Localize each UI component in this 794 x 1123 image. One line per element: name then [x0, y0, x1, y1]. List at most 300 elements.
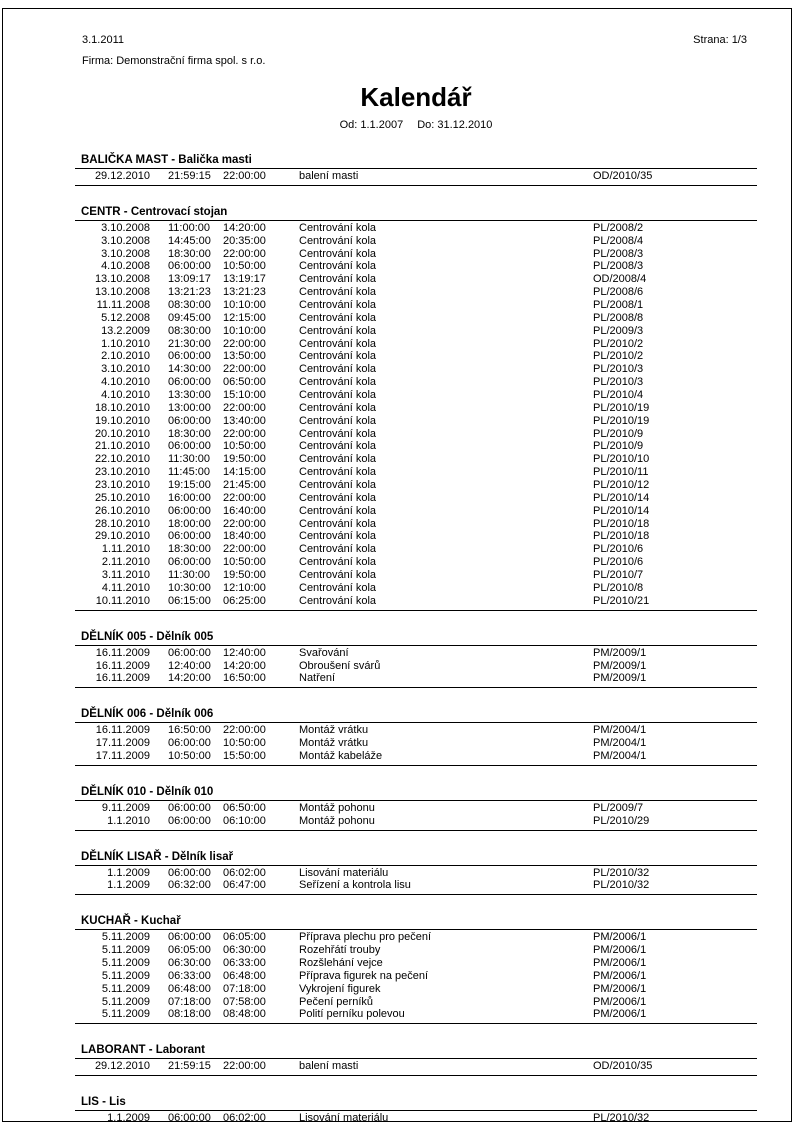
cell-description: Obroušení svárů: [299, 659, 381, 672]
cell-document: PL/2008/8: [593, 311, 644, 324]
range-from: Od: 1.1.2007: [339, 119, 404, 131]
cell-end-time: 10:50:00: [223, 556, 266, 569]
cell-date: 1.11.2010: [101, 543, 150, 556]
cell-end-time: 06:10:00: [223, 814, 266, 827]
cell-document: OD/2008/4: [593, 273, 647, 286]
calendar-row: [75, 983, 757, 996]
calendar-row: [75, 672, 757, 685]
cell-description: Centrování kola: [299, 234, 377, 247]
calendar-row: [75, 931, 757, 944]
cell-document: PM/2006/1: [593, 995, 647, 1008]
cell-date: 2.10.2010: [101, 350, 150, 363]
cell-end-time: 06:30:00: [223, 944, 266, 957]
section-rows: [75, 866, 757, 896]
cell-description: Centrování kola: [299, 491, 377, 504]
cell-description: Rozšlehání vejce: [299, 956, 383, 969]
cell-start-time: 06:00:00: [168, 504, 211, 517]
calendar-row: [75, 415, 757, 428]
cell-document: PL/2010/19: [593, 414, 650, 427]
cell-description: Montáž pohonu: [299, 801, 375, 814]
cell-end-time: 22:00:00: [223, 170, 266, 182]
cell-description: Centrování kola: [299, 299, 377, 312]
section-header: CENTR - Centrovací stojan: [75, 206, 757, 221]
cell-document: PM/2006/1: [593, 1008, 647, 1021]
cell-end-time: 13:40:00: [223, 414, 266, 427]
cell-end-time: 06:48:00: [223, 969, 266, 982]
cell-date: 13.10.2008: [94, 286, 150, 299]
cell-end-time: 12:40:00: [223, 646, 266, 659]
cell-description: Montáž vrátku: [299, 724, 369, 737]
date-range: [75, 119, 757, 132]
print-date: 3.1.2011: [82, 34, 125, 46]
cell-start-time: 06:33:00: [168, 969, 211, 982]
cell-start-time: 19:15:00: [168, 479, 211, 492]
cell-document: OD/2010/35: [593, 1060, 653, 1073]
cell-start-time: 06:00:00: [168, 814, 211, 827]
calendar-row: [75, 325, 757, 338]
calendar-row: [75, 996, 757, 1009]
cell-date: 5.11.2009: [101, 956, 150, 969]
calendar-section: [75, 206, 757, 611]
cell-description: Vykrojení figurek: [299, 982, 381, 995]
cell-end-time: 22:00:00: [223, 517, 266, 530]
cell-date: 23.10.2010: [94, 466, 150, 479]
cell-start-time: 06:00:00: [168, 260, 211, 273]
cell-start-time: 08:18:00: [168, 1008, 211, 1021]
cell-description: Centrování kola: [299, 569, 377, 582]
calendar-row: [75, 402, 757, 415]
cell-document: PL/2010/11: [593, 466, 649, 479]
cell-start-time: 06:00:00: [168, 556, 211, 569]
cell-document: PL/2008/3: [593, 247, 644, 260]
calendar-section: [75, 154, 757, 186]
cell-document: PL/2010/3: [593, 376, 644, 389]
cell-date: 3.10.2008: [101, 221, 150, 234]
cell-description: Svařování: [299, 646, 349, 659]
cell-end-time: 10:10:00: [223, 324, 266, 337]
cell-start-time: 14:45:00: [168, 234, 211, 247]
cell-start-time: 14:30:00: [168, 363, 211, 376]
calendar-row: [75, 440, 757, 453]
calendar-row: [75, 556, 757, 569]
cell-description: Centrování kola: [299, 286, 377, 299]
calendar-row: [75, 350, 757, 363]
cell-description: Centrování kola: [299, 363, 377, 376]
cell-date: 20.10.2010: [94, 427, 150, 440]
cell-date: 4.11.2010: [101, 581, 150, 594]
cell-end-time: 13:19:17: [223, 273, 266, 286]
cell-description: Centrování kola: [299, 414, 377, 427]
cell-document: PL/2010/2: [593, 350, 644, 363]
cell-start-time: 14:20:00: [168, 672, 211, 685]
cell-end-time: 16:50:00: [223, 672, 266, 685]
cell-date: 2.11.2010: [101, 556, 150, 569]
cell-end-time: 22:00:00: [223, 724, 266, 737]
cell-description: Lisování materiálu: [299, 866, 389, 879]
cell-start-time: 11:30:00: [168, 569, 211, 582]
cell-end-time: 22:00:00: [223, 363, 266, 376]
cell-document: PL/2010/9: [593, 440, 644, 453]
calendar-row: [75, 260, 757, 273]
calendar-row: [75, 944, 757, 957]
cell-start-time: 06:15:00: [168, 594, 211, 607]
calendar-row: [75, 248, 757, 261]
cell-document: PL/2010/19: [593, 401, 650, 414]
cell-start-time: 21:59:15: [168, 1060, 211, 1073]
cell-document: PL/2010/21: [593, 594, 650, 607]
cell-date: 22.10.2010: [94, 453, 150, 466]
cell-date: 16.11.2009: [95, 724, 150, 737]
cell-end-time: 22:00:00: [223, 543, 266, 556]
cell-start-time: 06:00:00: [168, 530, 211, 543]
sections-container: [75, 154, 757, 1123]
calendar-row: [75, 338, 757, 351]
cell-description: Montáž pohonu: [299, 814, 375, 827]
calendar-section: [75, 851, 757, 896]
cell-description: Centrování kola: [299, 350, 377, 363]
page-number: Strana: 1/3: [693, 34, 747, 46]
cell-end-time: 08:48:00: [223, 1008, 266, 1021]
report-content: [75, 0, 757, 1123]
cell-document: PL/2008/1: [593, 299, 644, 312]
calendar-section: [75, 1096, 757, 1123]
cell-date: 3.10.2008: [101, 234, 150, 247]
cell-end-time: 22:00:00: [223, 401, 266, 414]
section-header: DĚLNÍK 010 - Dělník 010: [75, 786, 757, 801]
calendar-row: [75, 170, 757, 183]
cell-date: 9.11.2009: [101, 801, 150, 814]
cell-start-time: 06:00:00: [168, 646, 211, 659]
calendar-row: [75, 750, 757, 763]
cell-document: PM/2006/1: [593, 982, 647, 995]
cell-document: PM/2009/1: [593, 646, 647, 659]
calendar-row: [75, 569, 757, 582]
calendar-row: [75, 724, 757, 737]
cell-document: PL/2010/29: [593, 814, 650, 827]
calendar-row: [75, 879, 757, 892]
cell-start-time: 11:30:00: [168, 453, 211, 466]
cell-description: Centrování kola: [299, 401, 377, 414]
cell-start-time: 06:00:00: [168, 866, 211, 879]
cell-document: PM/2004/1: [593, 737, 647, 750]
cell-start-time: 06:00:00: [168, 801, 211, 814]
cell-description: Centrování kola: [299, 479, 377, 492]
calendar-row: [75, 492, 757, 505]
calendar-row: [75, 286, 757, 299]
cell-description: Montáž kabeláže: [299, 749, 383, 762]
calendar-row: [75, 530, 757, 543]
calendar-row: [75, 737, 757, 750]
cell-end-time: 19:50:00: [223, 453, 266, 466]
cell-document: PL/2010/18: [593, 517, 650, 530]
calendar-row: [75, 466, 757, 479]
cell-document: PL/2010/32: [593, 866, 650, 879]
cell-end-time: 06:33:00: [223, 956, 266, 969]
cell-end-time: 06:47:00: [223, 879, 266, 892]
cell-document: PL/2010/6: [593, 556, 644, 569]
cell-description: Montáž vrátku: [299, 737, 369, 750]
cell-end-time: 10:50:00: [223, 737, 266, 750]
cell-start-time: 06:00:00: [168, 1112, 211, 1123]
cell-date: 1.1.2009: [107, 879, 150, 892]
cell-date: 16.11.2009: [95, 672, 150, 685]
cell-date: 1.1.2010: [107, 814, 150, 827]
cell-date: 4.10.2010: [101, 376, 150, 389]
cell-end-time: 06:02:00: [223, 866, 266, 879]
cell-end-time: 14:20:00: [223, 221, 266, 234]
calendar-row: [75, 389, 757, 402]
cell-description: Centrování kola: [299, 543, 377, 556]
cell-end-time: 10:10:00: [223, 299, 266, 312]
cell-date: 17.11.2009: [95, 737, 150, 750]
cell-date: 11.11.2008: [96, 299, 150, 312]
cell-start-time: 10:50:00: [168, 749, 211, 762]
cell-document: PM/2006/1: [593, 931, 647, 944]
cell-description: Centrování kola: [299, 376, 377, 389]
cell-start-time: 13:30:00: [168, 389, 211, 402]
report-title: Kalendář: [360, 82, 472, 112]
cell-description: balení masti: [299, 170, 359, 182]
cell-end-time: 14:15:00: [223, 466, 266, 479]
cell-document: PL/2008/6: [593, 286, 644, 299]
cell-description: Centrování kola: [299, 517, 377, 530]
section-rows: [75, 169, 757, 186]
calendar-row: [75, 299, 757, 312]
cell-start-time: 13:21:23: [168, 286, 211, 299]
cell-start-time: 10:30:00: [168, 581, 211, 594]
cell-document: PL/2010/12: [593, 479, 650, 492]
cell-end-time: 06:05:00: [223, 931, 266, 944]
section-rows: [75, 221, 757, 611]
cell-document: PM/2009/1: [593, 672, 647, 685]
section-header: BALIČKA MAST - Balička masti: [75, 154, 757, 169]
cell-date: 29.12.2010: [94, 1060, 150, 1073]
calendar-section: [75, 786, 757, 831]
calendar-section: [75, 631, 757, 689]
cell-start-time: 08:30:00: [168, 299, 211, 312]
calendar-row: [75, 957, 757, 970]
cell-date: 5.11.2009: [101, 995, 150, 1008]
cell-end-time: 15:10:00: [223, 389, 266, 402]
cell-start-time: 21:30:00: [168, 337, 211, 350]
cell-end-time: 22:00:00: [223, 1060, 266, 1073]
cell-description: Centrování kola: [299, 440, 377, 453]
cell-document: PL/2010/6: [593, 543, 644, 556]
cell-document: PL/2008/2: [593, 221, 644, 234]
calendar-row: [75, 867, 757, 880]
cell-document: PL/2010/14: [593, 504, 650, 517]
cell-start-time: 06:00:00: [168, 440, 211, 453]
cell-description: Rozehřátí trouby: [299, 944, 381, 957]
calendar-row: [75, 595, 757, 608]
cell-document: PM/2006/1: [593, 969, 647, 982]
cell-description: Centrování kola: [299, 530, 377, 543]
cell-description: Centrování kola: [299, 466, 377, 479]
cell-date: 4.10.2010: [101, 389, 150, 402]
cell-description: Seřízení a kontrola lisu: [299, 879, 411, 892]
cell-description: Natření: [299, 672, 336, 685]
cell-description: Příprava figurek na pečení: [299, 969, 429, 982]
calendar-row: [75, 312, 757, 325]
cell-date: 5.11.2009: [101, 931, 150, 944]
section-header: KUCHAŘ - Kuchař: [75, 915, 757, 930]
cell-document: PL/2008/4: [593, 234, 644, 247]
cell-date: 3.10.2010: [101, 363, 150, 376]
calendar-row: [75, 479, 757, 492]
meta-row: [75, 0, 757, 47]
cell-document: PM/2004/1: [593, 724, 647, 737]
cell-description: balení masti: [299, 1060, 359, 1073]
cell-end-time: 14:20:00: [223, 659, 266, 672]
cell-description: Centrování kola: [299, 581, 377, 594]
cell-description: Centrování kola: [299, 221, 377, 234]
cell-end-time: 07:18:00: [223, 982, 266, 995]
calendar-row: [75, 376, 757, 389]
cell-date: 29.10.2010: [94, 530, 150, 543]
cell-document: PL/2010/14: [593, 491, 650, 504]
cell-document: PL/2010/4: [593, 389, 644, 402]
cell-start-time: 06:48:00: [168, 982, 211, 995]
cell-description: Centrování kola: [299, 260, 377, 273]
cell-start-time: 12:40:00: [168, 659, 211, 672]
cell-date: 1.1.2009: [107, 866, 150, 879]
cell-document: PL/2010/2: [593, 337, 644, 350]
calendar-row: [75, 1060, 757, 1073]
cell-start-time: 11:00:00: [168, 221, 211, 234]
cell-end-time: 12:15:00: [223, 311, 266, 324]
cell-start-time: 13:00:00: [168, 401, 211, 414]
calendar-row: [75, 1112, 757, 1123]
calendar-row: [75, 582, 757, 595]
section-rows: [75, 646, 757, 689]
cell-description: Centrování kola: [299, 453, 377, 466]
cell-date: 29.12.2010: [94, 170, 150, 182]
cell-date: 26.10.2010: [94, 504, 150, 517]
cell-date: 21.10.2010: [94, 440, 150, 453]
cell-end-time: 19:50:00: [223, 569, 266, 582]
calendar-row: [75, 660, 757, 673]
cell-end-time: 13:21:23: [223, 286, 266, 299]
cell-start-time: 06:00:00: [168, 350, 211, 363]
section-rows: [75, 930, 757, 1024]
cell-date: 5.12.2008: [101, 311, 150, 324]
calendar-section: [75, 1044, 757, 1076]
section-header: LABORANT - Laborant: [75, 1044, 757, 1059]
cell-end-time: 06:50:00: [223, 376, 266, 389]
cell-date: 16.11.2009: [95, 646, 150, 659]
cell-start-time: 06:00:00: [168, 376, 211, 389]
cell-end-time: 06:25:00: [223, 594, 266, 607]
company-line: Firma: Demonstrační firma spol. s r.o.: [82, 55, 266, 67]
cell-document: PL/2010/32: [593, 1112, 650, 1123]
calendar-row: [75, 222, 757, 235]
calendar-row: [75, 453, 757, 466]
cell-end-time: 10:50:00: [223, 260, 266, 273]
cell-document: PL/2010/8: [593, 581, 644, 594]
cell-end-time: 12:10:00: [223, 581, 266, 594]
calendar-row: [75, 1008, 757, 1021]
range-to: Do: 31.12.2010: [417, 119, 493, 131]
cell-document: PL/2010/3: [593, 363, 644, 376]
cell-document: PL/2010/10: [593, 453, 650, 466]
cell-document: PL/2010/32: [593, 879, 650, 892]
calendar-row: [75, 363, 757, 376]
cell-description: Centrování kola: [299, 389, 377, 402]
cell-date: 25.10.2010: [94, 491, 150, 504]
cell-date: 13.2.2009: [101, 324, 150, 337]
cell-description: Centrování kola: [299, 556, 377, 569]
cell-description: Centrování kola: [299, 504, 377, 517]
calendar-row: [75, 647, 757, 660]
cell-document: PL/2008/3: [593, 260, 644, 273]
cell-start-time: 11:45:00: [168, 466, 211, 479]
calendar-row: [75, 273, 757, 286]
cell-date: 1.1.2009: [107, 1112, 150, 1123]
cell-document: PL/2010/9: [593, 427, 644, 440]
cell-date: 28.10.2010: [94, 517, 150, 530]
cell-date: 5.11.2009: [101, 982, 150, 995]
cell-description: Lisování materiálu: [299, 1112, 389, 1123]
cell-start-time: 18:30:00: [168, 543, 211, 556]
cell-document: PL/2009/3: [593, 324, 644, 337]
cell-date: 1.10.2010: [101, 337, 150, 350]
cell-start-time: 09:45:00: [168, 311, 211, 324]
cell-start-time: 18:30:00: [168, 247, 211, 260]
cell-start-time: 06:05:00: [168, 944, 211, 957]
section-rows: [75, 1111, 757, 1123]
cell-description: Centrování kola: [299, 311, 377, 324]
cell-start-time: 16:50:00: [168, 724, 211, 737]
cell-end-time: 22:00:00: [223, 491, 266, 504]
cell-document: OD/2010/35: [593, 170, 653, 182]
calendar-row: [75, 970, 757, 983]
section-rows: [75, 723, 757, 766]
cell-end-time: 21:45:00: [223, 479, 266, 492]
section-header: DĚLNÍK LISAŘ - Dělník lisař: [75, 851, 757, 866]
cell-date: 5.11.2009: [101, 1008, 150, 1021]
calendar-row: [75, 505, 757, 518]
calendar-row: [75, 802, 757, 815]
cell-start-time: 06:30:00: [168, 956, 211, 969]
cell-document: PL/2010/18: [593, 530, 650, 543]
section-header: LIS - Lis: [75, 1096, 757, 1111]
cell-end-time: 22:00:00: [223, 427, 266, 440]
calendar-section: [75, 915, 757, 1024]
cell-start-time: 18:30:00: [168, 427, 211, 440]
cell-start-time: 06:00:00: [168, 931, 211, 944]
cell-start-time: 16:00:00: [168, 491, 211, 504]
cell-description: Centrování kola: [299, 273, 377, 286]
cell-end-time: 22:00:00: [223, 247, 266, 260]
cell-description: Centrování kola: [299, 247, 377, 260]
cell-date: 5.11.2009: [101, 944, 150, 957]
calendar-row: [75, 235, 757, 248]
cell-start-time: 06:00:00: [168, 737, 211, 750]
cell-date: 4.10.2008: [101, 260, 150, 273]
cell-description: Centrování kola: [299, 337, 377, 350]
cell-end-time: 20:35:00: [223, 234, 266, 247]
cell-document: PM/2006/1: [593, 956, 647, 969]
cell-date: 10.11.2010: [95, 594, 150, 607]
calendar-section: [75, 708, 757, 766]
section-header: DĚLNÍK 005 - Dělník 005: [75, 631, 757, 646]
cell-start-time: 06:00:00: [168, 414, 211, 427]
cell-description: Pečení perníků: [299, 995, 373, 1008]
cell-description: Centrování kola: [299, 594, 377, 607]
cell-document: PM/2004/1: [593, 749, 647, 762]
cell-document: PL/2010/7: [593, 569, 644, 582]
cell-end-time: 07:58:00: [223, 995, 266, 1008]
